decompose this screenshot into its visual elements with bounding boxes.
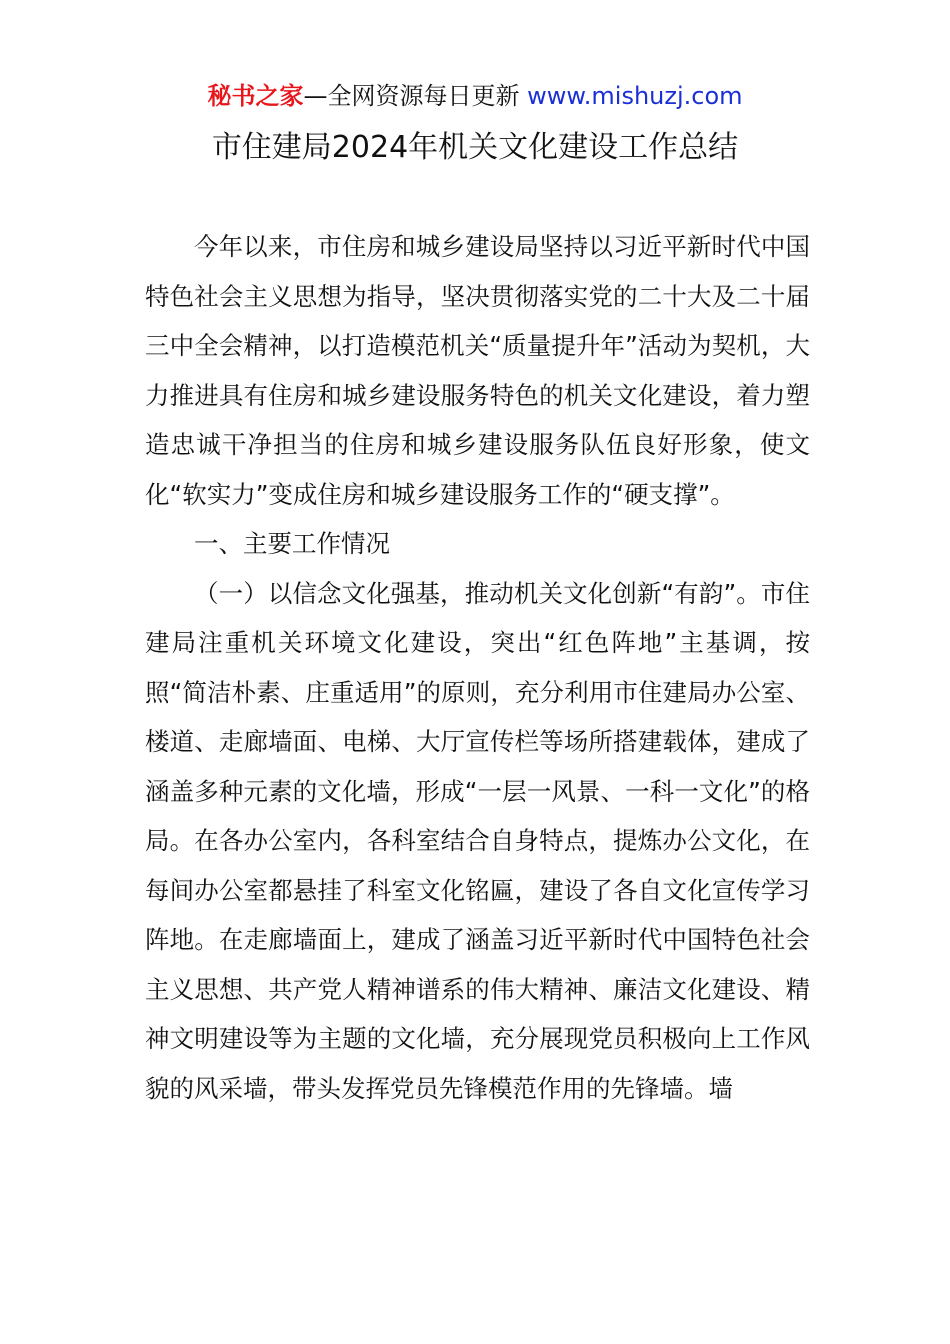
body-paragraph: （一）以信念文化强基，推动机关文化创新“有韵”。市住建局注重机关环境文化建设，突出“红色阵地”主基调，按照“简洁朴素、庄重适用”的原则，充分利用市住建局办公室、楼道、走廊墙面、电梯、大厅宣传栏等场所搭建载体，建成了涵盖多种元素的文化墙，形成“一层一风景、一科一文化”的格局。在各办公室内，各科室结合自身特点，提炼办公文化，在每间办公室都悬挂了科室文化铭匾，建设了各自文化宣传学习阵地。在走廊墙面上，建成了涵盖习近平新时代中国特色社会主义思想、共产党人精神谱系的伟大精神、廉洁文化建设、精神文明建设等为主题的文化墙，充分展现党员积极向上工作风貌的风采墙，带头发挥党员先锋模范作用的先锋墙。墙: [145, 578, 810, 1103]
intro-paragraph: 今年以来，市住房和城乡建设局坚持以习近平新时代中国特色社会主义思想为指导，坚决贯彻落实党的二十大及二十届三中全会精神，以打造模范机关“质量提升年”活动为契机，大力推进具有住房和城乡建设服务特色的机关文化建设，着力塑造忠诚干净担当的住房和城乡建设服务队伍良好形象，使文化“软实力”变成住房和城乡建设服务工作的“硬支撑”。: [145, 232, 810, 509]
site-header: [0, 80, 950, 112]
site-brand: 秘书之家: [207, 82, 304, 110]
site-url-link[interactable]: www.mishuzj.com: [527, 82, 743, 110]
site-tagline: —全网资源每日更新: [303, 82, 528, 110]
section-heading: 一、主要工作情况: [194, 529, 390, 558]
document-title: 市住建局2024年机关文化建设工作总结: [211, 130, 739, 165]
document-body: [145, 222, 810, 1113]
